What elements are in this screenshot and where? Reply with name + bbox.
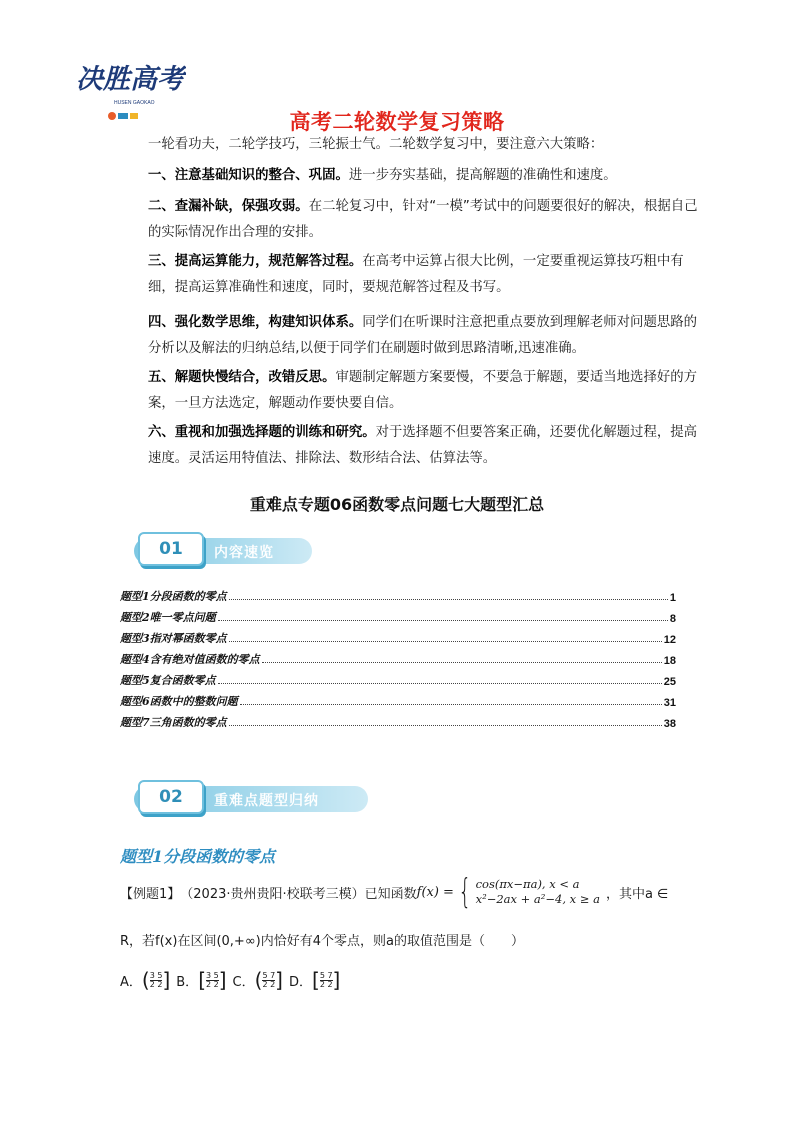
brace-icon: {: [458, 872, 472, 912]
option-d[interactable]: D． [ $\frac{5 7}{2 2}$ ]: [288, 968, 341, 992]
intro-paragraph: 一轮看功夫，二轮学技巧，三轮振士气。二轮数学复习中，要注意六大策略：: [148, 137, 604, 152]
strategy-4: 四、强化数学思维，构建知识体系。同学们在听课时注意把重点要放到理解老师对问题思路的分析以及解法的归纳总结,以便于同学们在刷题时做到思路清晰,迅速准确。: [148, 315, 698, 356]
toc-item-1[interactable]: 题型1分段函数的零点 1: [120, 590, 676, 604]
toc-item-6[interactable]: 题型6函数中的整数问题 31: [120, 695, 676, 709]
example-source: （2023·贵州贵阳·校联考三模）已知函数: [180, 886, 417, 902]
contents-banner: [124, 532, 314, 566]
logo-text: 决胜高考: [76, 64, 184, 95]
example-tag: 【例题1】: [120, 886, 181, 902]
toc-item-5[interactable]: 题型5复合函数零点 25: [120, 674, 676, 688]
example-problem: [120, 872, 680, 912]
option-c[interactable]: C． ( $\frac{5 7}{2 2}$ ]: [232, 968, 283, 992]
strategy-1: 一、注意基础知识的整合、巩固。进一步夯实基础，提高解题的准确性和速度。: [148, 168, 617, 183]
strategy-5: 五、解题快慢结合，改错反思。审题制定解题方案要慢，不要急于解题，要适当地选择好的方案，一旦方法选定，解题动作要快要自信。: [148, 370, 698, 411]
toc-item-2[interactable]: 题型2唯一零点问题 8: [120, 611, 676, 625]
case-1: cos(πx−πa), x < a: [475, 877, 580, 891]
toc-item-4[interactable]: 题型4含有绝对值函数的零点 18: [120, 653, 676, 667]
example-tail: ，其中a ∈: [605, 886, 669, 902]
piecewise-cases: [476, 877, 600, 907]
toc-item-7[interactable]: 题型7三角函数的零点 38: [120, 716, 676, 730]
strategy-6: 六、重视和加强选择题的训练和研究。对于选择题不但要答案正确，还要优化解题过程，提高速度。灵活运用特值法、排除法、数形结合法、估算法等。: [148, 425, 698, 466]
example-line-2: R，若f(x)在区间(0,+∞)内恰好有4个零点，则a的取值范围是（ ）: [120, 934, 524, 949]
function-name: f(x) =: [416, 884, 454, 900]
option-b[interactable]: B． [ $\frac{3 5}{2 2}$ ]: [176, 968, 227, 992]
logo-subtitle: HUSEN GAOKAO: [114, 100, 155, 106]
case-2: x²−2ax + a²−4, x ≥ a: [475, 892, 600, 906]
option-a[interactable]: A． ( $\frac{3 5}{2 2}$ ]: [120, 968, 171, 992]
topic-subtitle: 重难点专题06函数零点问题七大题型汇总: [249, 495, 545, 514]
types-banner: [124, 780, 374, 814]
section-heading: 题型1分段函数的零点: [120, 847, 276, 866]
banner-label: 内容速览: [214, 545, 274, 561]
banner-number: 02: [138, 780, 204, 814]
strategy-2: 二、查漏补缺，保强攻弱。在二轮复习中，针对“一模”考试中的问题要很好的解决，根据自己的实际情况作出合理的安排。: [148, 199, 698, 240]
banner-number: 01: [138, 532, 204, 566]
banner-label: 重难点题型归纳: [214, 793, 319, 809]
toc-item-3[interactable]: 题型3指对幂函数零点 12: [120, 632, 676, 646]
answer-options: [120, 968, 680, 992]
page-title: 高考二轮数学复习策略: [289, 110, 505, 134]
strategy-3: 三、提高运算能力，规范解答过程。在高考中运算占很大比例，一定要重视运算技巧粗中有细，提高运算准确性和速度，同时，要规范解答过程及书写。: [148, 254, 684, 295]
